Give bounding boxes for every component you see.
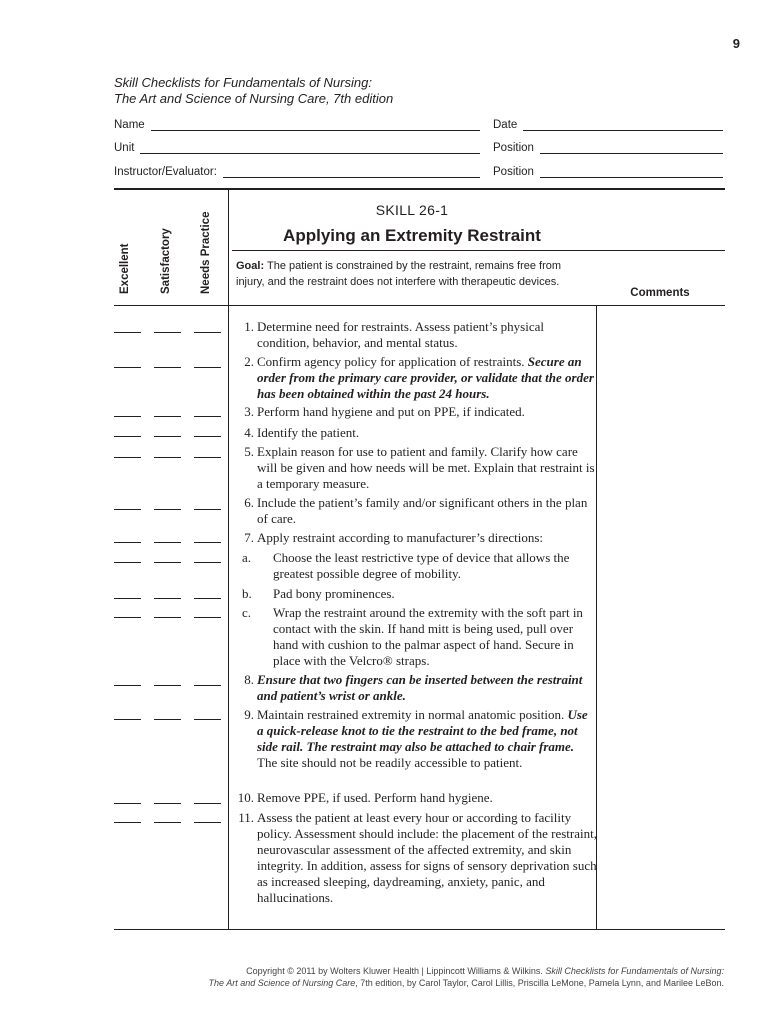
instructor-line[interactable] xyxy=(223,166,480,178)
position-label-1: Position xyxy=(493,142,534,154)
step-segment: Confirm agency policy for application of restraints. xyxy=(257,354,528,369)
step-number: 7. xyxy=(244,530,254,545)
excellent-blank[interactable] xyxy=(114,685,141,686)
needs-practice-blank[interactable] xyxy=(194,685,221,686)
unit-label: Unit xyxy=(114,142,135,154)
goal-text xyxy=(236,259,581,290)
step-number: 11. xyxy=(238,810,254,825)
header-top-rule xyxy=(114,188,725,190)
copyright-line-2 xyxy=(204,977,724,989)
date-line[interactable] xyxy=(523,119,723,131)
needs-practice-blank[interactable] xyxy=(194,416,221,417)
needs-practice-blank[interactable] xyxy=(194,617,221,618)
step-text xyxy=(273,550,583,582)
rating-blank-row xyxy=(114,436,222,438)
needs-practice-blank[interactable] xyxy=(194,598,221,599)
excellent-blank[interactable] xyxy=(114,598,141,599)
unit-line[interactable] xyxy=(140,142,480,154)
satisfactory-blank[interactable] xyxy=(154,509,181,510)
book-title-line-2: The Art and Science of Nursing Care, 7th edition xyxy=(114,91,394,106)
step-text xyxy=(273,605,583,669)
copyright-title-2: The Art and Science of Nursing Care xyxy=(208,978,356,988)
position-line-2[interactable] xyxy=(540,166,723,178)
position-line-1[interactable] xyxy=(540,142,723,154)
excellent-blank[interactable] xyxy=(114,562,141,563)
rating-blank-row xyxy=(114,617,222,619)
unit-field[interactable] xyxy=(114,138,480,154)
step-segment: Wrap the restraint around the extremity with the soft part in contact with the skin. If hand mitt is being used, pull over hand with cushion to the palmar aspect of hand. Secure in place with the Velcro® straps. xyxy=(273,605,583,668)
position-field-1[interactable] xyxy=(493,138,723,154)
date-label: Date xyxy=(493,119,518,131)
step-text xyxy=(257,444,597,492)
step-segment: Pad bony prominences. xyxy=(273,586,395,601)
page-number: 9 xyxy=(732,36,740,51)
excellent-blank[interactable] xyxy=(114,509,141,510)
name-field[interactable] xyxy=(114,115,480,131)
step-number: 5. xyxy=(244,444,254,459)
satisfactory-blank[interactable] xyxy=(154,719,181,720)
needs-practice-blank[interactable] xyxy=(194,457,221,458)
rating-blank-row xyxy=(114,509,222,511)
rating-blank-row xyxy=(114,542,222,544)
goal-label: Goal: xyxy=(236,260,265,272)
step-number: 2. xyxy=(244,354,254,369)
instructor-field[interactable] xyxy=(114,162,480,178)
needs-practice-blank[interactable] xyxy=(194,822,221,823)
step-text xyxy=(257,495,597,527)
excellent-blank[interactable] xyxy=(114,367,141,368)
excellent-blank[interactable] xyxy=(114,416,141,417)
rating-blank-row xyxy=(114,719,222,721)
goal-body: The patient is constrained by the restraint, remains free from injury, and the restraint does not interfere with therapeutic devices. xyxy=(236,260,562,288)
rating-blank-row xyxy=(114,822,222,824)
step-text xyxy=(257,707,597,771)
copyright-title-1: Skill Checklists for Fundamentals of Nursing: xyxy=(545,966,724,976)
step-segment: The site should not be readily accessible to patient. xyxy=(257,755,523,770)
step-segment: Determine need for restraints. Assess patient’s physical condition, behavior, and mental status. xyxy=(257,319,545,350)
satisfactory-blank[interactable] xyxy=(154,436,181,437)
step-text xyxy=(257,425,597,441)
step-segment: Choose the least restrictive type of device that allows the greatest possible degree of mobility. xyxy=(273,550,570,581)
satisfactory-blank[interactable] xyxy=(154,598,181,599)
step-text xyxy=(257,672,597,704)
satisfactory-blank[interactable] xyxy=(154,803,181,804)
name-line[interactable] xyxy=(151,119,480,131)
step-number: a. xyxy=(242,550,252,565)
satisfactory-blank[interactable] xyxy=(154,367,181,368)
copyright-text-1: Copyright © 2011 by Wolters Kluwer Health | Lippincott Williams & Wilkins. xyxy=(246,966,546,976)
step-number: 4. xyxy=(244,425,254,440)
skill-number: SKILL 26-1 xyxy=(375,202,449,218)
book-title xyxy=(114,75,393,107)
rating-blank-row xyxy=(114,598,222,600)
skill-title: Applying an Extremity Restraint xyxy=(283,226,541,245)
comments-header: Comments xyxy=(630,287,690,299)
step-text xyxy=(257,319,597,351)
step-number: 9. xyxy=(244,707,254,722)
satisfactory-blank[interactable] xyxy=(154,332,181,333)
step-segment: Explain reason for use to patient and family. Clarify how care will be given and how needs will be met. Explain that restraint is a temporary measure. xyxy=(257,444,595,491)
satisfactory-blank[interactable] xyxy=(154,685,181,686)
column-satisfactory: Satisfactory xyxy=(160,228,172,294)
rating-column-divider xyxy=(228,189,229,930)
step-number: 8. xyxy=(244,672,254,687)
step-text xyxy=(257,790,597,806)
rating-blank-row xyxy=(114,803,222,805)
satisfactory-blank[interactable] xyxy=(154,542,181,543)
excellent-blank[interactable] xyxy=(114,822,141,823)
step-number: 1. xyxy=(244,319,254,334)
excellent-blank[interactable] xyxy=(114,332,141,333)
needs-practice-blank[interactable] xyxy=(194,367,221,368)
step-segment: Assess the patient at least every hour or according to facility policy. Assessment should include: the placement of the restraint, neurovascular assessment of the affected extremity, and skin integrity. In addition, assess for signs of sensory deprivation such as increased sleeping, daydreaming, anxiety, panic, and hallucinations. xyxy=(257,810,597,905)
needs-practice-blank[interactable] xyxy=(194,542,221,543)
step-text xyxy=(257,354,597,402)
excellent-blank[interactable] xyxy=(114,803,141,804)
excellent-blank[interactable] xyxy=(114,457,141,458)
step-emphasis: Secure an order from the primary care provider, or validate that the order has been obtained within the past 24 hours. xyxy=(257,354,594,401)
step-number: 10. xyxy=(237,790,254,805)
step-segment: Apply restraint according to manufacturer’s directions: xyxy=(257,530,544,545)
copyright-line-1 xyxy=(204,965,724,977)
needs-practice-blank[interactable] xyxy=(194,562,221,563)
excellent-blank[interactable] xyxy=(114,542,141,543)
date-field[interactable] xyxy=(493,115,723,131)
satisfactory-blank[interactable] xyxy=(154,457,181,458)
step-number: 3. xyxy=(244,404,254,419)
step-number: b. xyxy=(242,586,252,601)
position-label-2: Position xyxy=(493,166,534,178)
satisfactory-blank[interactable] xyxy=(154,617,181,618)
rating-blank-row xyxy=(114,562,222,564)
column-needs-practice: Needs Practice xyxy=(200,211,212,294)
step-segment: Identify the patient. xyxy=(257,425,360,440)
rating-blank-row xyxy=(114,416,222,418)
copyright xyxy=(204,965,724,989)
step-text xyxy=(257,530,597,546)
satisfactory-blank[interactable] xyxy=(154,416,181,417)
rating-blank-row xyxy=(114,457,222,459)
needs-practice-blank[interactable] xyxy=(194,509,221,510)
satisfactory-blank[interactable] xyxy=(154,822,181,823)
satisfactory-blank[interactable] xyxy=(154,562,181,563)
needs-practice-blank[interactable] xyxy=(194,332,221,333)
step-text xyxy=(257,404,597,420)
title-rule xyxy=(232,250,725,251)
rating-blank-row xyxy=(114,332,222,334)
position-field-2[interactable] xyxy=(493,162,723,178)
step-number: 6. xyxy=(244,495,254,510)
step-text xyxy=(273,586,583,602)
column-excellent: Excellent xyxy=(119,243,131,294)
instructor-label: Instructor/Evaluator: xyxy=(114,166,217,178)
needs-practice-blank[interactable] xyxy=(194,436,221,437)
name-label: Name xyxy=(114,119,145,131)
step-number: c. xyxy=(242,605,252,620)
excellent-blank[interactable] xyxy=(114,617,141,618)
step-text xyxy=(257,810,597,906)
excellent-blank[interactable] xyxy=(114,719,141,720)
header-bottom-rule xyxy=(114,305,725,306)
rating-blank-row xyxy=(114,685,222,687)
step-segment: Include the patient’s family and/or significant others in the plan of care. xyxy=(257,495,588,526)
copyright-text-2: , 7th edition, by Carol Taylor, Carol Lillis, Priscilla LeMone, Pamela Lynn, and Marilee LeBon. xyxy=(355,978,724,988)
excellent-blank[interactable] xyxy=(114,436,141,437)
step-emphasis: Use a quick-release knot to tie the restraint to the bed frame, not side rail. The restraint may also be attached to chair frame. xyxy=(257,707,588,754)
step-segment: Remove PPE, if used. Perform hand hygiene. xyxy=(257,790,493,805)
needs-practice-blank[interactable] xyxy=(194,719,221,720)
table-bottom-rule xyxy=(114,929,725,930)
step-segment: Maintain restrained extremity in normal anatomic position. xyxy=(257,707,568,722)
step-segment: Perform hand hygiene and put on PPE, if indicated. xyxy=(257,404,525,419)
needs-practice-blank[interactable] xyxy=(194,803,221,804)
step-emphasis: Ensure that two fingers can be inserted between the restraint and patient’s wrist or ankle. xyxy=(257,672,583,703)
rating-blank-row xyxy=(114,367,222,369)
book-title-line-1: Skill Checklists for Fundamentals of Nursing: xyxy=(114,75,372,90)
